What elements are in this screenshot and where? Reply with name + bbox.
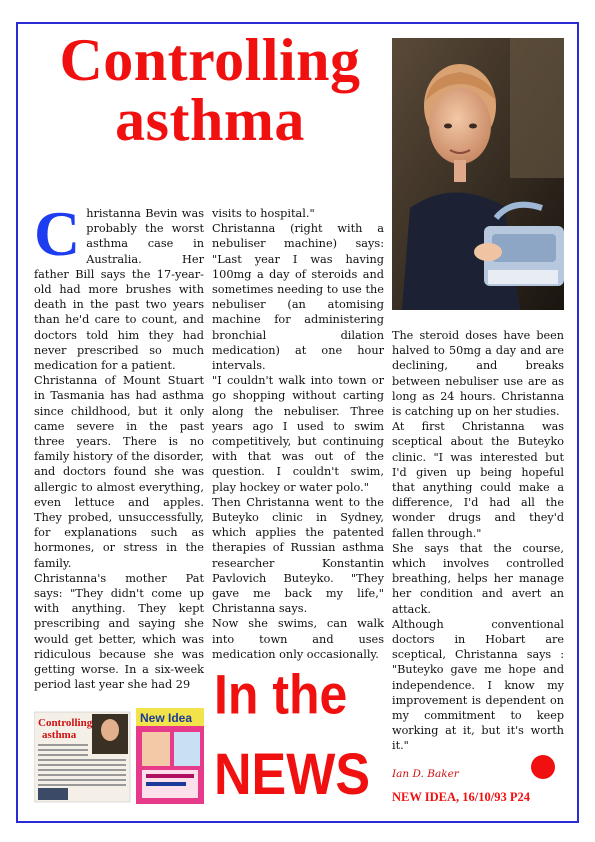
paragraph: Although conventional doctors in Hobart are sceptical, Christanna says : "Buteyko gave me hope and independence. I know my improvement is dependent on my commitment to keep working at it, but it's worth it." [392,617,564,753]
paragraph: "I couldn't walk into town or go shopping without carting along the nebuliser. Three years ago I used to swim competitively, but continuing with that was out of the question. I couldn't swim, play hockey or water polo." [212,374,384,494]
headline-line-2: asthma [115,87,305,153]
paragraph: visits to hospital." [212,207,315,220]
headline [34,27,386,153]
paragraph: At first Christanna was sceptical about the Buteyko clinic. "I was interested but I'd given up being hopeful that anything could make a difference, I'd had all the wonder drugs and they'd fallen through." [392,420,564,540]
clipping-title-line-1: Controlling [38,717,93,729]
paragraph: Christanna (right with a nebuliser machine) says: "Last year I was having 100mg a day of steroids and sometimes needing to use the nebuliser (an atomising machine for administering bronchial dilation medication) at one hour intervals. [212,222,384,373]
paragraph: Christanna of Mount Stuart in Tasmania has had asthma since childhood, but it only came severe in the past three years. There is no family history of the disorder, and doctors found she was allergic to almost everything, even lettuce and apples. They probed, unsuccessfully, for explanations such as hormones, or stress in the family. [34,374,204,570]
paragraph: Then Christanna went to the Buteyko clinic in Sydney, which applies the patented therapies of Russian asthma researcher Konstantin Pavlovich Buteyko. "They gave me back my life," Christanna says. [212,495,384,616]
paragraph: She says that the course, which involves controlled breathing, helps her manage her condition and avert an attack. [392,541,564,616]
paragraph: Christanna's mother Pat says: "They didn't come up with anything. They kept prescribing and saying she would get better, which was ridiculous because she was getting worse. In a six-week period last year she had 29 [34,571,204,692]
magazine-title: New Idea [140,711,193,725]
banner-line-2: NEWS [214,742,370,808]
drop-cap: C [34,198,81,269]
source-citation: NEW IDEA, 16/10/93 P24 [392,790,530,804]
column-3 [392,328,564,754]
byline: Ian D. Baker [392,768,459,780]
clipping-title-line-2: asthma [42,729,77,741]
in-the-news-banner [214,662,370,808]
paragraph: hristanna Bevin was probably the worst asthma case in Australia. Her father Bill says the 17-year-old had more brushes with death in the past two years than he'd care to count, and doctors told him they had never prescribed so much medication for a patient. [34,207,204,373]
clipping-thumbnails [34,708,204,804]
banner-line-1: In the [214,663,348,726]
headline-line-1: Controlling [59,27,361,93]
red-dot-icon [531,755,555,779]
christanna-photo [392,38,564,310]
paragraph: The steroid doses have been halved to 50mg a day and are declining, and breaks between nebuliser use are as long as 24 hours. Christanna is catching up on her studies. [392,329,564,419]
paragraph: Now she swims, can walk into town and uses medication only occasionally. [212,617,384,661]
column-1 [34,198,204,693]
column-2 [212,206,384,662]
